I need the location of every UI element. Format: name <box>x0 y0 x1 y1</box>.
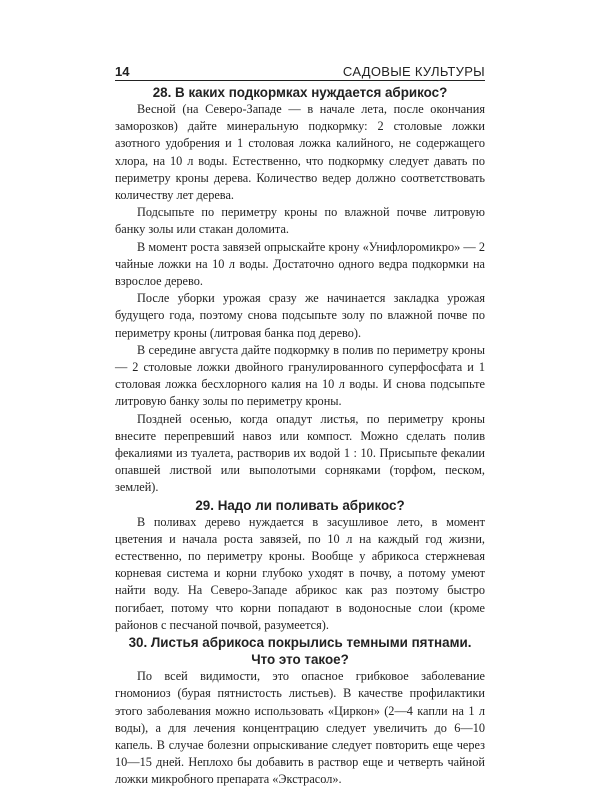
paragraph: В середине августа дайте подкормку в полив по периметру кроны — 2 столовые ложки двойного гранулированного суперфосфата и 1 столовая ложка бесхлорного калия на 10 л воды. И снова подсыпьте литровую банку золы по периметру кроны. <box>115 342 485 409</box>
question-title: 29. Надо ли поливать абрикос? <box>195 497 405 513</box>
paragraph: После уборки урожая сразу же начинается закладка урожая будущего года, поэтому снова подсыпьте золу по влажной почве по периметру кроны (литровая банка под дерево). <box>115 291 485 340</box>
section-28 <box>115 84 485 497</box>
paragraph: В поливах дерево нуждается в засушливое лето, в момент цветения и начала роста завязей, по 10 л на каждый год жизни, естественно, по периметру кроны. Вообще у абрикоса стержневая корневая система и корни глубоко уходят в почву, а потому умеют найти воду. На Северо-Западе абрикос как раз поэтому быстро погибает, потому что корни попадают в водоносные слои (кроме районов с песчаной почвой, разумеется). <box>115 514 485 632</box>
paragraph: Поздней осенью, когда опадут листья, по периметру кроны внесите перепревший навоз или компост. Можно сделать полив фекалиями из туалета, растворив их водой 1 : 10. Присыпьте фекалии опавшей листвой или выполотыми сорняками (торфом, песком, землей). <box>115 411 485 495</box>
paragraph: В момент роста завязей опрыскайте крону «Унифлоромикро» — 2 чайные ложки на 10 л воды. Достаточно одного ведра подкормки на взрослое дерево. <box>115 239 485 289</box>
page-number: 14 <box>115 64 130 79</box>
running-title: САДОВЫЕ КУЛЬТУРЫ <box>342 64 485 79</box>
paragraph: Весной (на Северо-Западе — в начале лета, после окончания заморозков) дайте минеральную подкормку: 2 столовые ложки азотного удобрения и 1 столовая ложка калийного, не содержащего хлора, на 10 л воды. Естественно, что подкормку следует давать по периметру кроны дерева. Количество ведер должно соответствовать количеству лет дерева. <box>115 102 485 203</box>
header-rule <box>115 80 485 81</box>
section-29 <box>115 497 485 634</box>
question-title: 28. В каких подкормках нуждается абрикос? <box>152 85 448 100</box>
question-title: 30. Листья абрикоса покрылись темными пятнами. Что это такое? <box>128 635 472 668</box>
page-content <box>115 84 485 789</box>
section-30 <box>115 634 485 788</box>
paragraph: Подсыпьте по периметру кроны по влажной почве литровую банку золы или стакан доломита. <box>115 205 485 237</box>
page-header <box>115 62 485 82</box>
paragraph: По всей видимости, это опасное грибковое заболевание гномониоз (бурая пятнистость листьев). В качестве профилактики этого заболевания можно использовать «Циркон» (2—4 капли на 1 л воды), а для лечения концентрацию следует увеличить до 6—10 капель. В случае болезни опрыскивание следует повторить еще через 10—15 дней. Неплохо бы добавить в раствор еще и четверть чайной ложки микробного препарата «Экстрасол». <box>115 669 485 787</box>
